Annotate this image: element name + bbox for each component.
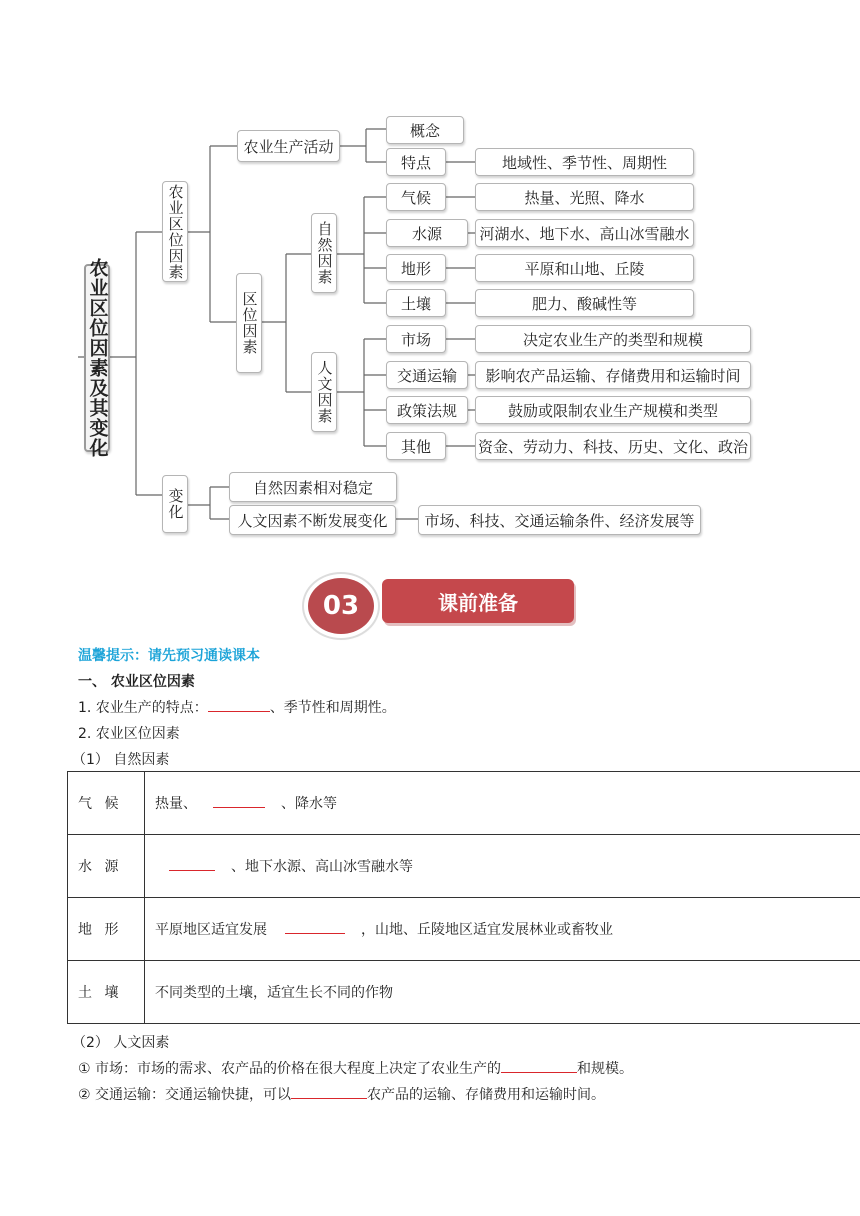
node-features-detail: 地域性、季节性、周期性 [475,148,694,176]
table-row [68,961,860,1024]
cell-text: ，山地、丘陵地区适宜发展林业或畜牧业 [361,922,613,938]
section-title-banner: 课前准备 [382,579,574,623]
node-policy: 政策法规 [386,396,468,424]
table-row [68,772,860,835]
paragraph-transport [78,1084,605,1104]
node-terrain: 地形 [386,254,446,282]
subheading-human: （2） 人文因素 [72,1035,170,1051]
paragraph-market [78,1058,633,1078]
answer-blank[interactable] [291,1084,367,1099]
node-agri-activity: 农业生产活动 [237,130,340,162]
cell-text: 热量、 [155,796,197,812]
node-other-detail: 资金、劳动力、科技、历史、文化、政治 [475,432,751,460]
node-features: 特点 [386,148,446,176]
section-number-badge: 03 [308,578,374,634]
question-1 [78,697,396,717]
node-transport: 交通运输 [386,361,468,389]
question-1-text-end: 、季节性和周期性。 [269,700,396,716]
row-key-terrain: 地 形 [68,898,145,961]
row-value-terrain [145,898,860,961]
cell-text: 、降水等 [281,796,337,812]
table-row [68,835,860,898]
answer-blank[interactable] [169,856,215,871]
subheading-natural: （1） 自然因素 [72,752,170,768]
row-key-soil: 土 壤 [68,961,145,1024]
answer-blank[interactable] [213,793,265,808]
node-soil-detail: 肥力、酸碱性等 [475,289,694,317]
mindmap-root: 农业区位因素及其变化 [84,264,110,452]
node-human-changing: 人文因素不断发展变化 [229,505,396,535]
node-climate: 气候 [386,183,446,211]
question-1-text: 1. 农业生产的特点： [78,700,208,716]
table-row [68,898,860,961]
answer-blank[interactable] [285,919,345,934]
question-2: 2. 农业区位因素 [78,726,180,742]
row-value-climate [145,772,860,835]
tip-text: 温馨提示：请先预习通读课本 [78,648,260,664]
answer-blank[interactable] [208,697,270,712]
row-value-soil: 不同类型的土壤，适宜生长不同的作物 [145,961,860,1024]
node-factors: 区位因素 [236,273,262,373]
node-policy-detail: 鼓励或限制农业生产规模和类型 [475,396,751,424]
node-concept: 概念 [386,116,464,144]
node-human-changing-detail: 市场、科技、交通运输条件、经济发展等 [418,505,701,535]
cell-text: 平原地区适宜发展 [155,922,267,938]
paragraph-transport-end: 农产品的运输、存储费用和运输时间。 [367,1087,606,1103]
paragraph-transport-text: ② 交通运输：交通运输快捷，可以 [78,1087,292,1103]
cell-text: 、地下水源、高山冰雪融水等 [231,859,413,875]
node-natural-stable: 自然因素相对稳定 [229,472,397,502]
node-change: 变化 [162,475,188,533]
heading-location-factors: 一、 农业区位因素 [78,674,195,690]
row-key-climate: 气 候 [68,772,145,835]
answer-blank[interactable] [501,1058,577,1073]
node-climate-detail: 热量、光照、降水 [475,183,694,211]
node-water-detail: 河湖水、地下水、高山冰雪融水 [475,219,694,247]
node-soil: 土壤 [386,289,446,317]
node-human: 人文因素 [311,352,337,432]
natural-factors-table [67,771,860,1024]
node-other: 其他 [386,432,446,460]
node-market-detail: 决定农业生产的类型和规模 [475,325,751,353]
node-natural: 自然因素 [311,213,337,293]
paragraph-market-end: 和规模。 [577,1061,633,1077]
node-transport-detail: 影响农产品运输、存储费用和运输时间 [475,361,751,389]
row-value-water [145,835,860,898]
paragraph-market-text: ① 市场：市场的需求、农产品的价格在很大程度上决定了农业生产的 [78,1061,501,1077]
node-terrain-detail: 平原和山地、丘陵 [475,254,694,282]
node-market: 市场 [386,325,446,353]
node-water: 水源 [386,219,468,247]
row-key-water: 水 源 [68,835,145,898]
node-location-factors: 农业区位因素 [162,181,188,282]
